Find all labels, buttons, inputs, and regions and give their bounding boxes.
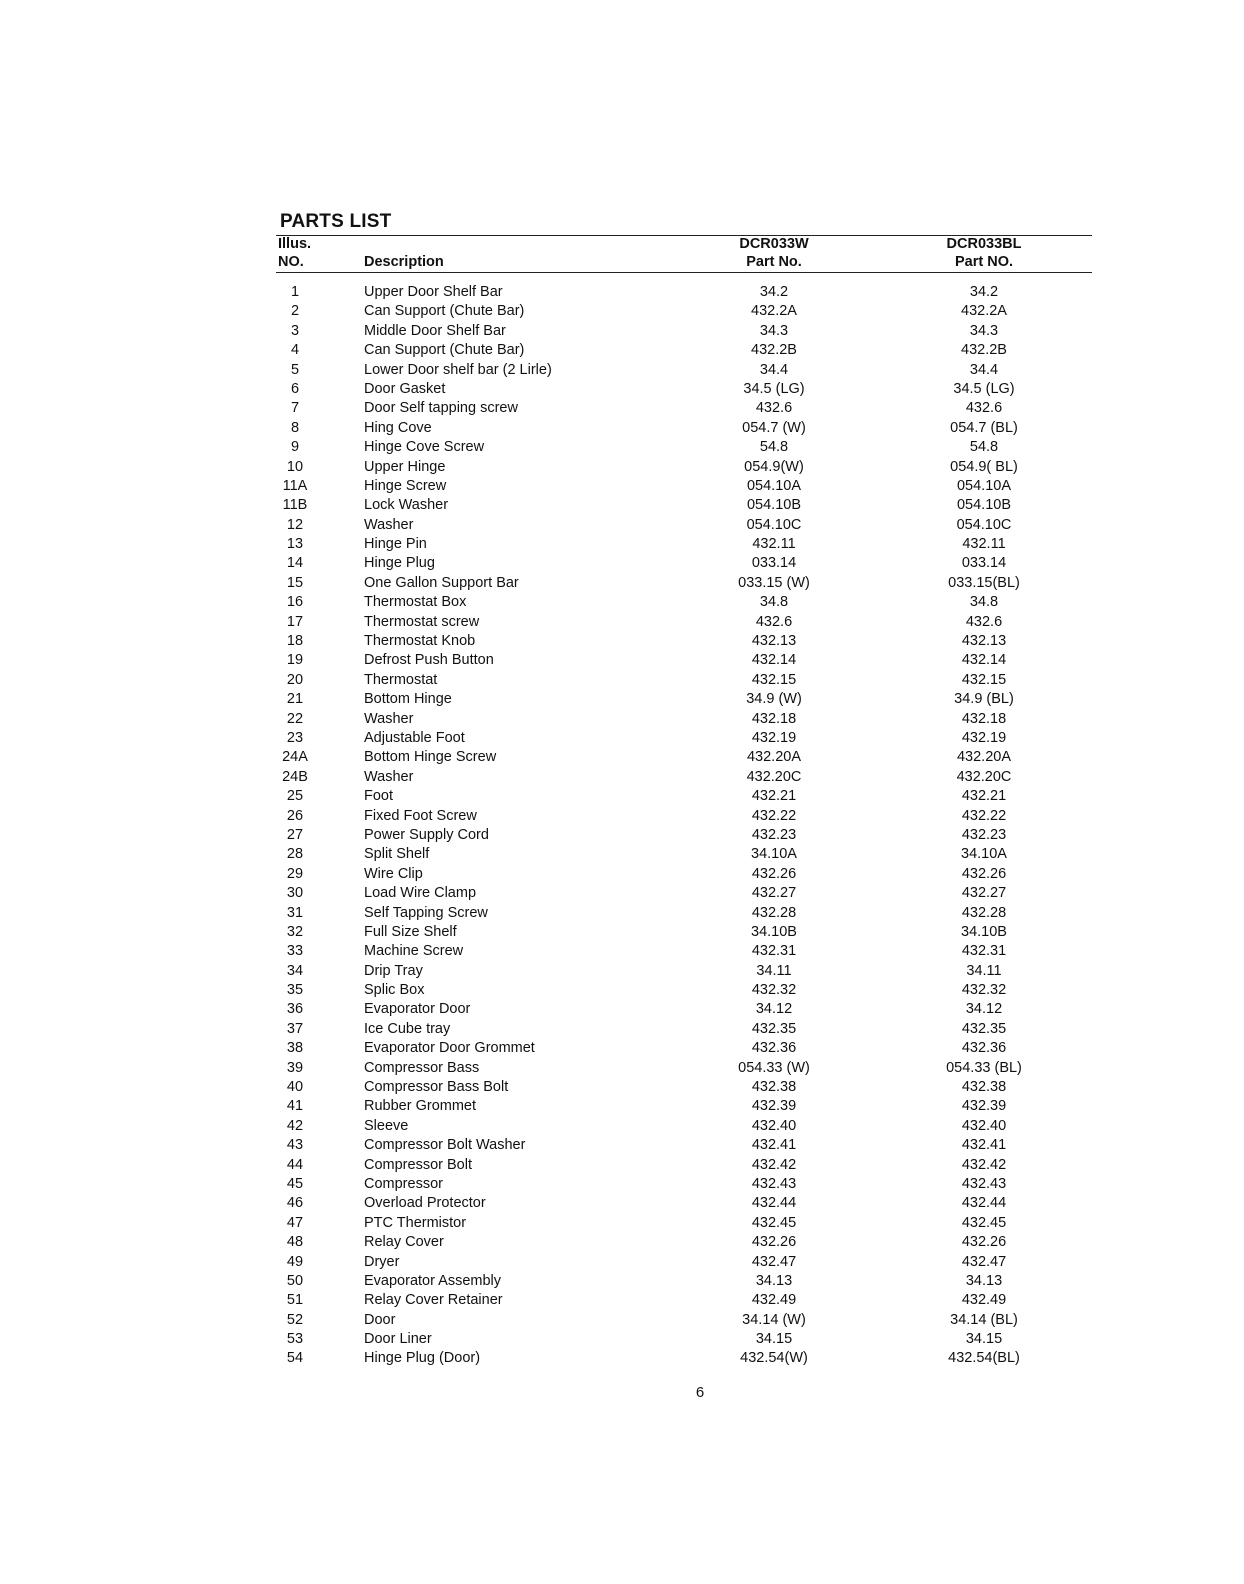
- description-cell: Bottom Hinge: [364, 691, 452, 708]
- model1-partno-cell: 432.21: [751, 788, 797, 805]
- description-cell: Compressor Bass: [364, 1059, 480, 1076]
- illus-no-cell: 10: [286, 458, 304, 475]
- description-cell: Fixed Foot Screw: [364, 807, 477, 824]
- model2-partno-cell: 34.4: [969, 361, 999, 378]
- description-cell: Thermostat Knob: [364, 633, 476, 650]
- illus-no-cell: 13: [286, 536, 304, 553]
- table-row: [0, 1253, 1244, 1272]
- illus-no-cell: 44: [286, 1156, 304, 1173]
- illus-no-cell: 7: [290, 400, 300, 417]
- description-cell: Load Wire Clamp: [364, 885, 477, 902]
- table-row: [0, 904, 1244, 923]
- description-cell: PTC Thermistor: [364, 1214, 467, 1231]
- model1-partno-cell: 34.4: [759, 361, 789, 378]
- description-cell: Can Support (Chute Bar): [364, 342, 525, 359]
- description-cell: Upper Door Shelf Bar: [364, 284, 503, 300]
- table-row: [0, 1272, 1244, 1291]
- description-cell: Self Tapping Screw: [364, 904, 488, 921]
- model1-partno-cell: 432.47: [751, 1253, 797, 1270]
- illus-no-cell: 21: [286, 691, 304, 708]
- illus-no-cell: 53: [286, 1331, 304, 1348]
- model2-partno-cell: 34.9 (BL): [954, 691, 1014, 708]
- illus-no-cell: 15: [286, 574, 304, 591]
- model1-partno-cell: 054.7 (W): [742, 419, 806, 436]
- illus-no-cell: 50: [286, 1272, 304, 1289]
- model1-partno-cell: 34.8: [759, 594, 789, 611]
- table-row: [0, 574, 1244, 593]
- illus-no-cell: 31: [286, 904, 304, 921]
- illus-no-cell: 41: [286, 1098, 304, 1115]
- model2-partno-cell: 054.10C: [956, 516, 1012, 533]
- model2-partno-cell: 432.15: [961, 671, 1007, 688]
- description-cell: Door Liner: [364, 1331, 432, 1348]
- table-row: [0, 361, 1244, 380]
- model2-partno-cell: 34.13: [965, 1272, 1003, 1289]
- illus-no-cell: 28: [286, 846, 304, 863]
- model2-partno-cell: 34.15: [965, 1331, 1003, 1348]
- header-model1-name: DCR033W: [739, 236, 809, 252]
- description-cell: Compressor: [364, 1175, 443, 1192]
- description-cell: Washer: [364, 516, 414, 533]
- model2-partno-cell: 432.2A: [961, 303, 1007, 320]
- model2-partno-cell: 34.10A: [961, 846, 1007, 863]
- model1-partno-cell: 033.15 (W): [738, 574, 810, 591]
- illus-no-cell: 47: [286, 1214, 304, 1231]
- model2-partno-cell: 432.32: [961, 982, 1007, 999]
- illus-no-cell: 43: [286, 1137, 304, 1154]
- illus-no-cell: 12: [286, 516, 304, 533]
- description-cell: Thermostat screw: [364, 613, 480, 630]
- model2-partno-cell: 432.27: [961, 885, 1007, 902]
- model1-partno-cell: 432.38: [751, 1079, 797, 1096]
- model1-partno-cell: 432.40: [751, 1117, 797, 1134]
- table-row: [0, 1233, 1244, 1252]
- model1-partno-cell: 54.8: [759, 439, 789, 456]
- table-row: [0, 1136, 1244, 1155]
- description-cell: Hinge Plug (Door): [364, 1350, 481, 1367]
- illus-no-cell: 30: [286, 885, 304, 902]
- illus-no-cell: 23: [286, 729, 304, 746]
- model2-partno-cell: 432.11: [962, 536, 1006, 553]
- illus-no-cell: 2: [290, 303, 300, 320]
- illus-no-cell: 17: [286, 613, 304, 630]
- illus-no-cell: 34: [286, 962, 304, 979]
- model2-partno-cell: 432.40: [961, 1117, 1007, 1134]
- table-row: [0, 1059, 1244, 1078]
- description-cell: Can Support (Chute Bar): [364, 303, 525, 320]
- description-cell: Hinge Cove Screw: [364, 439, 485, 456]
- model2-partno-cell: 34.10B: [961, 923, 1007, 940]
- table-row: [0, 1311, 1244, 1330]
- model1-partno-cell: 432.39: [751, 1098, 797, 1115]
- model2-partno-cell: 432.47: [961, 1253, 1007, 1270]
- illus-no-cell: 29: [286, 865, 304, 882]
- description-cell: Overload Protector: [364, 1195, 486, 1212]
- description-cell: Relay Cover Retainer: [364, 1292, 503, 1309]
- header-bottom-rule: [276, 272, 1092, 273]
- description-cell: Hinge Screw: [364, 477, 447, 494]
- description-cell: Washer: [364, 710, 414, 727]
- description-cell: Thermostat: [364, 671, 438, 688]
- description-cell: Split Shelf: [364, 846, 430, 863]
- header-description-label: Description: [364, 254, 444, 270]
- model1-partno-cell: 432.35: [751, 1020, 797, 1037]
- model1-partno-cell: 432.22: [751, 807, 797, 824]
- table-row: [0, 884, 1244, 903]
- model1-partno-cell: 054.10A: [746, 477, 802, 494]
- illus-no-cell: 5: [290, 361, 300, 378]
- header-model2-partno: Part NO.: [954, 254, 1013, 270]
- model1-partno-cell: 432.15: [751, 671, 797, 688]
- model2-partno-cell: 54.8: [969, 439, 999, 456]
- illus-no-cell: 36: [286, 1001, 304, 1018]
- model2-partno-cell: 34.8: [969, 594, 999, 611]
- table-row: [0, 535, 1244, 554]
- model2-partno-cell: 054.33 (BL): [946, 1059, 1022, 1076]
- illus-no-cell: 26: [286, 807, 304, 824]
- table-row: [0, 1156, 1244, 1175]
- model1-partno-cell: 34.5 (LG): [743, 380, 805, 397]
- illus-no-cell: 11A: [282, 477, 308, 494]
- model2-partno-cell: 432.26: [961, 1234, 1007, 1251]
- description-cell: Thermostat Box: [364, 594, 467, 611]
- table-row: [0, 1000, 1244, 1019]
- model2-partno-cell: 432.43: [961, 1175, 1007, 1192]
- illus-no-cell: 32: [286, 923, 304, 940]
- header-model1-partno: Part No.: [746, 254, 802, 270]
- table-row: [0, 651, 1244, 670]
- model1-partno-cell: 033.14: [751, 555, 797, 572]
- model2-partno-cell: 054.9( BL): [950, 458, 1018, 475]
- description-cell: Defrost Push Button: [364, 652, 494, 669]
- description-cell: Lower Door shelf bar (2 Lirle): [364, 361, 552, 378]
- model2-partno-cell: 432.26: [961, 865, 1007, 882]
- table-row: [0, 496, 1244, 515]
- description-cell: Door Self tapping screw: [364, 400, 518, 417]
- table-row: [0, 341, 1244, 360]
- model2-partno-cell: 34.14 (BL): [950, 1311, 1018, 1328]
- model2-partno-cell: 34.2: [969, 284, 999, 300]
- table-row: [0, 322, 1244, 341]
- header-illus-label: Illus.: [278, 236, 312, 252]
- illus-no-cell: 37: [286, 1020, 304, 1037]
- model2-partno-cell: 432.13: [961, 633, 1007, 650]
- model1-partno-cell: 432.2B: [751, 342, 797, 359]
- model1-partno-cell: 432.49: [751, 1292, 797, 1309]
- table-row: [0, 399, 1244, 418]
- table-row: [0, 690, 1244, 709]
- description-cell: Adjustable Foot: [364, 729, 465, 746]
- table-row: [0, 729, 1244, 748]
- model1-partno-cell: 432.13: [751, 633, 797, 650]
- illus-no-cell: 38: [286, 1040, 304, 1057]
- table-row: [0, 419, 1244, 438]
- table-row: [0, 632, 1244, 651]
- description-cell: Upper Hinge: [364, 458, 446, 475]
- table-row: [0, 787, 1244, 806]
- illus-no-cell: 46: [286, 1195, 304, 1212]
- description-cell: Drip Tray: [364, 962, 423, 979]
- illus-no-cell: 25: [286, 788, 304, 805]
- model2-partno-cell: 432.44: [961, 1195, 1007, 1212]
- table-row: [0, 942, 1244, 961]
- table-row: [0, 981, 1244, 1000]
- model1-partno-cell: 054.33 (W): [738, 1059, 810, 1076]
- model1-partno-cell: 432.23: [751, 826, 797, 843]
- illus-no-cell: 54: [286, 1350, 304, 1367]
- model1-partno-cell: 054.10C: [746, 516, 802, 533]
- model1-partno-cell: 432.28: [751, 904, 797, 921]
- model1-partno-cell: 432.26: [751, 865, 797, 882]
- description-cell: Bottom Hinge Screw: [364, 749, 497, 766]
- illus-no-cell: 14: [286, 555, 304, 572]
- model2-partno-cell: 432.31: [961, 943, 1007, 960]
- description-cell: Evaporator Door: [364, 1001, 471, 1018]
- model1-partno-cell: 432.43: [751, 1175, 797, 1192]
- illus-no-cell: 1: [290, 284, 300, 300]
- model1-partno-cell: 054.9(W): [744, 458, 804, 475]
- page-title: PARTS LIST: [280, 211, 392, 232]
- description-cell: Lock Washer: [364, 497, 449, 514]
- model1-partno-cell: 432.18: [751, 710, 797, 727]
- header-no-label: NO.: [278, 254, 304, 270]
- description-cell: Rubber Grommet: [364, 1098, 477, 1115]
- model1-partno-cell: 34.9 (W): [746, 691, 802, 708]
- illus-no-cell: 42: [286, 1117, 304, 1134]
- model2-partno-cell: 432.6: [965, 613, 1003, 630]
- model1-partno-cell: 432.41: [751, 1137, 797, 1154]
- table-row: [0, 380, 1244, 399]
- illus-no-cell: 20: [286, 671, 304, 688]
- model2-partno-cell: 432.19: [961, 729, 1007, 746]
- model2-partno-cell: 432.20A: [956, 749, 1012, 766]
- model1-partno-cell: 432.20C: [746, 768, 802, 785]
- table-row: [0, 768, 1244, 787]
- illus-no-cell: 19: [286, 652, 304, 669]
- model2-partno-cell: 432.28: [961, 904, 1007, 921]
- description-cell: Relay Cover: [364, 1234, 444, 1251]
- illus-no-cell: 11B: [282, 497, 308, 514]
- table-row: [0, 1291, 1244, 1310]
- model2-partno-cell: 432.45: [961, 1214, 1007, 1231]
- model2-partno-cell: 432.39: [961, 1098, 1007, 1115]
- illus-no-cell: 27: [286, 826, 304, 843]
- table-row: [0, 1117, 1244, 1136]
- description-cell: Evaporator Assembly: [364, 1272, 502, 1289]
- table-row: [0, 1020, 1244, 1039]
- description-cell: Middle Door Shelf Bar: [364, 322, 506, 339]
- model1-partno-cell: 34.15: [755, 1331, 793, 1348]
- model2-partno-cell: 34.12: [965, 1001, 1003, 1018]
- table-row: [0, 593, 1244, 612]
- model2-partno-cell: 033.15(BL): [948, 574, 1020, 591]
- model1-partno-cell: 432.54(W): [740, 1350, 808, 1367]
- model1-partno-cell: 432.44: [751, 1195, 797, 1212]
- description-cell: Washer: [364, 768, 414, 785]
- model2-partno-cell: 054.10A: [956, 477, 1012, 494]
- description-cell: Compressor Bolt: [364, 1156, 472, 1173]
- illus-no-cell: 16: [286, 594, 304, 611]
- table-row: [0, 962, 1244, 981]
- model1-partno-cell: 432.11: [752, 536, 796, 553]
- model1-partno-cell: 432.42: [751, 1156, 797, 1173]
- illus-no-cell: 49: [286, 1253, 304, 1270]
- model2-partno-cell: 432.41: [961, 1137, 1007, 1154]
- table-row: [0, 710, 1244, 729]
- table-row: [0, 302, 1244, 321]
- illus-no-cell: 3: [290, 322, 300, 339]
- model1-partno-cell: 34.14 (W): [742, 1311, 806, 1328]
- model1-partno-cell: 432.19: [751, 729, 797, 746]
- table-row: [0, 438, 1244, 457]
- description-cell: Foot: [364, 788, 394, 805]
- model1-partno-cell: 34.12: [755, 1001, 793, 1018]
- illus-no-cell: 4: [290, 342, 300, 359]
- table-row: [0, 1214, 1244, 1233]
- model2-partno-cell: 34.3: [969, 322, 999, 339]
- model2-partno-cell: 432.20C: [956, 768, 1012, 785]
- illus-no-cell: 35: [286, 982, 304, 999]
- model2-partno-cell: 34.5 (LG): [953, 380, 1015, 397]
- model1-partno-cell: 432.45: [751, 1214, 797, 1231]
- table-row: [0, 458, 1244, 477]
- description-cell: Hinge Pin: [364, 536, 427, 553]
- model1-partno-cell: 432.2A: [751, 303, 797, 320]
- table-row: [0, 477, 1244, 496]
- model1-partno-cell: 432.32: [751, 982, 797, 999]
- illus-no-cell: 18: [286, 633, 304, 650]
- model1-partno-cell: 34.10A: [751, 846, 797, 863]
- illus-no-cell: 33: [286, 943, 304, 960]
- table-row: [0, 554, 1244, 573]
- description-cell: Hinge Plug: [364, 555, 435, 572]
- header-model2-name: DCR033BL: [946, 236, 1022, 252]
- illus-no-cell: 22: [286, 710, 304, 727]
- illus-no-cell: 24B: [282, 768, 308, 785]
- model1-partno-cell: 432.6: [755, 400, 793, 417]
- description-cell: Sleeve: [364, 1117, 409, 1134]
- model1-partno-cell: 34.11: [756, 962, 792, 979]
- table-row: [0, 1097, 1244, 1116]
- description-cell: Machine Screw: [364, 943, 464, 960]
- illus-no-cell: 6: [290, 380, 300, 397]
- illus-no-cell: 9: [290, 439, 300, 456]
- model2-partno-cell: 054.10B: [956, 497, 1012, 514]
- illus-no-cell: 24A: [282, 749, 308, 766]
- description-cell: Hing Cove: [364, 419, 432, 436]
- model2-partno-cell: 033.14: [961, 555, 1007, 572]
- table-row: [0, 1175, 1244, 1194]
- model2-partno-cell: 432.14: [961, 652, 1007, 669]
- model1-partno-cell: 432.27: [751, 885, 797, 902]
- model1-partno-cell: 432.20A: [746, 749, 802, 766]
- illus-no-cell: 48: [286, 1234, 304, 1251]
- table-row: [0, 283, 1244, 302]
- table-row: [0, 671, 1244, 690]
- illus-no-cell: 45: [286, 1175, 304, 1192]
- model2-partno-cell: 432.6: [965, 400, 1003, 417]
- model2-partno-cell: 432.35: [961, 1020, 1007, 1037]
- page-number: 6: [695, 1384, 705, 1401]
- table-row: [0, 1330, 1244, 1349]
- model1-partno-cell: 34.10B: [751, 923, 797, 940]
- table-row: [0, 1039, 1244, 1058]
- model2-partno-cell: 432.21: [961, 788, 1007, 805]
- table-row: [0, 845, 1244, 864]
- parts-table-body: [0, 283, 1244, 1369]
- model2-partno-cell: 432.36: [961, 1040, 1007, 1057]
- table-row: [0, 1078, 1244, 1097]
- description-cell: Dryer: [364, 1253, 400, 1270]
- model1-partno-cell: 432.6: [755, 613, 793, 630]
- model1-partno-cell: 432.31: [751, 943, 797, 960]
- model2-partno-cell: 432.49: [961, 1292, 1007, 1309]
- description-cell: Compressor Bolt Washer: [364, 1137, 526, 1154]
- table-row: [0, 1349, 1244, 1368]
- description-cell: One Gallon Support Bar: [364, 574, 519, 591]
- description-cell: Ice Cube tray: [364, 1020, 451, 1037]
- table-row: [0, 613, 1244, 632]
- table-row: [0, 826, 1244, 845]
- description-cell: Splic Box: [364, 982, 425, 999]
- model1-partno-cell: 432.36: [751, 1040, 797, 1057]
- model1-partno-cell: 054.10B: [746, 497, 802, 514]
- table-row: [0, 1194, 1244, 1213]
- model2-partno-cell: 054.7 (BL): [950, 419, 1018, 436]
- description-cell: Wire Clip: [364, 865, 423, 882]
- description-cell: Power Supply Cord: [364, 826, 489, 843]
- model1-partno-cell: 34.13: [755, 1272, 793, 1289]
- model1-partno-cell: 34.3: [759, 322, 789, 339]
- description-cell: Evaporator Door Grommet: [364, 1040, 535, 1057]
- model2-partno-cell: 34.11: [966, 962, 1002, 979]
- description-cell: Compressor Bass Bolt: [364, 1079, 509, 1096]
- table-row: [0, 923, 1244, 942]
- table-row: [0, 865, 1244, 884]
- model1-partno-cell: 432.26: [751, 1234, 797, 1251]
- illus-no-cell: 8: [290, 419, 300, 436]
- model2-partno-cell: 432.42: [961, 1156, 1007, 1173]
- table-row: [0, 516, 1244, 535]
- illus-no-cell: 52: [286, 1311, 304, 1328]
- illus-no-cell: 39: [286, 1059, 304, 1076]
- description-cell: Door: [364, 1311, 396, 1328]
- model2-partno-cell: 432.18: [961, 710, 1007, 727]
- model2-partno-cell: 432.38: [961, 1079, 1007, 1096]
- table-row: [0, 748, 1244, 767]
- model2-partno-cell: 432.23: [961, 826, 1007, 843]
- description-cell: Full Size Shelf: [364, 923, 457, 940]
- model1-partno-cell: 432.14: [751, 652, 797, 669]
- model1-partno-cell: 34.2: [759, 284, 789, 300]
- model2-partno-cell: 432.54(BL): [948, 1350, 1020, 1367]
- illus-no-cell: 40: [286, 1079, 304, 1096]
- model2-partno-cell: 432.2B: [961, 342, 1007, 359]
- table-row: [0, 807, 1244, 826]
- description-cell: Door Gasket: [364, 380, 446, 397]
- illus-no-cell: 51: [286, 1292, 304, 1309]
- model2-partno-cell: 432.22: [961, 807, 1007, 824]
